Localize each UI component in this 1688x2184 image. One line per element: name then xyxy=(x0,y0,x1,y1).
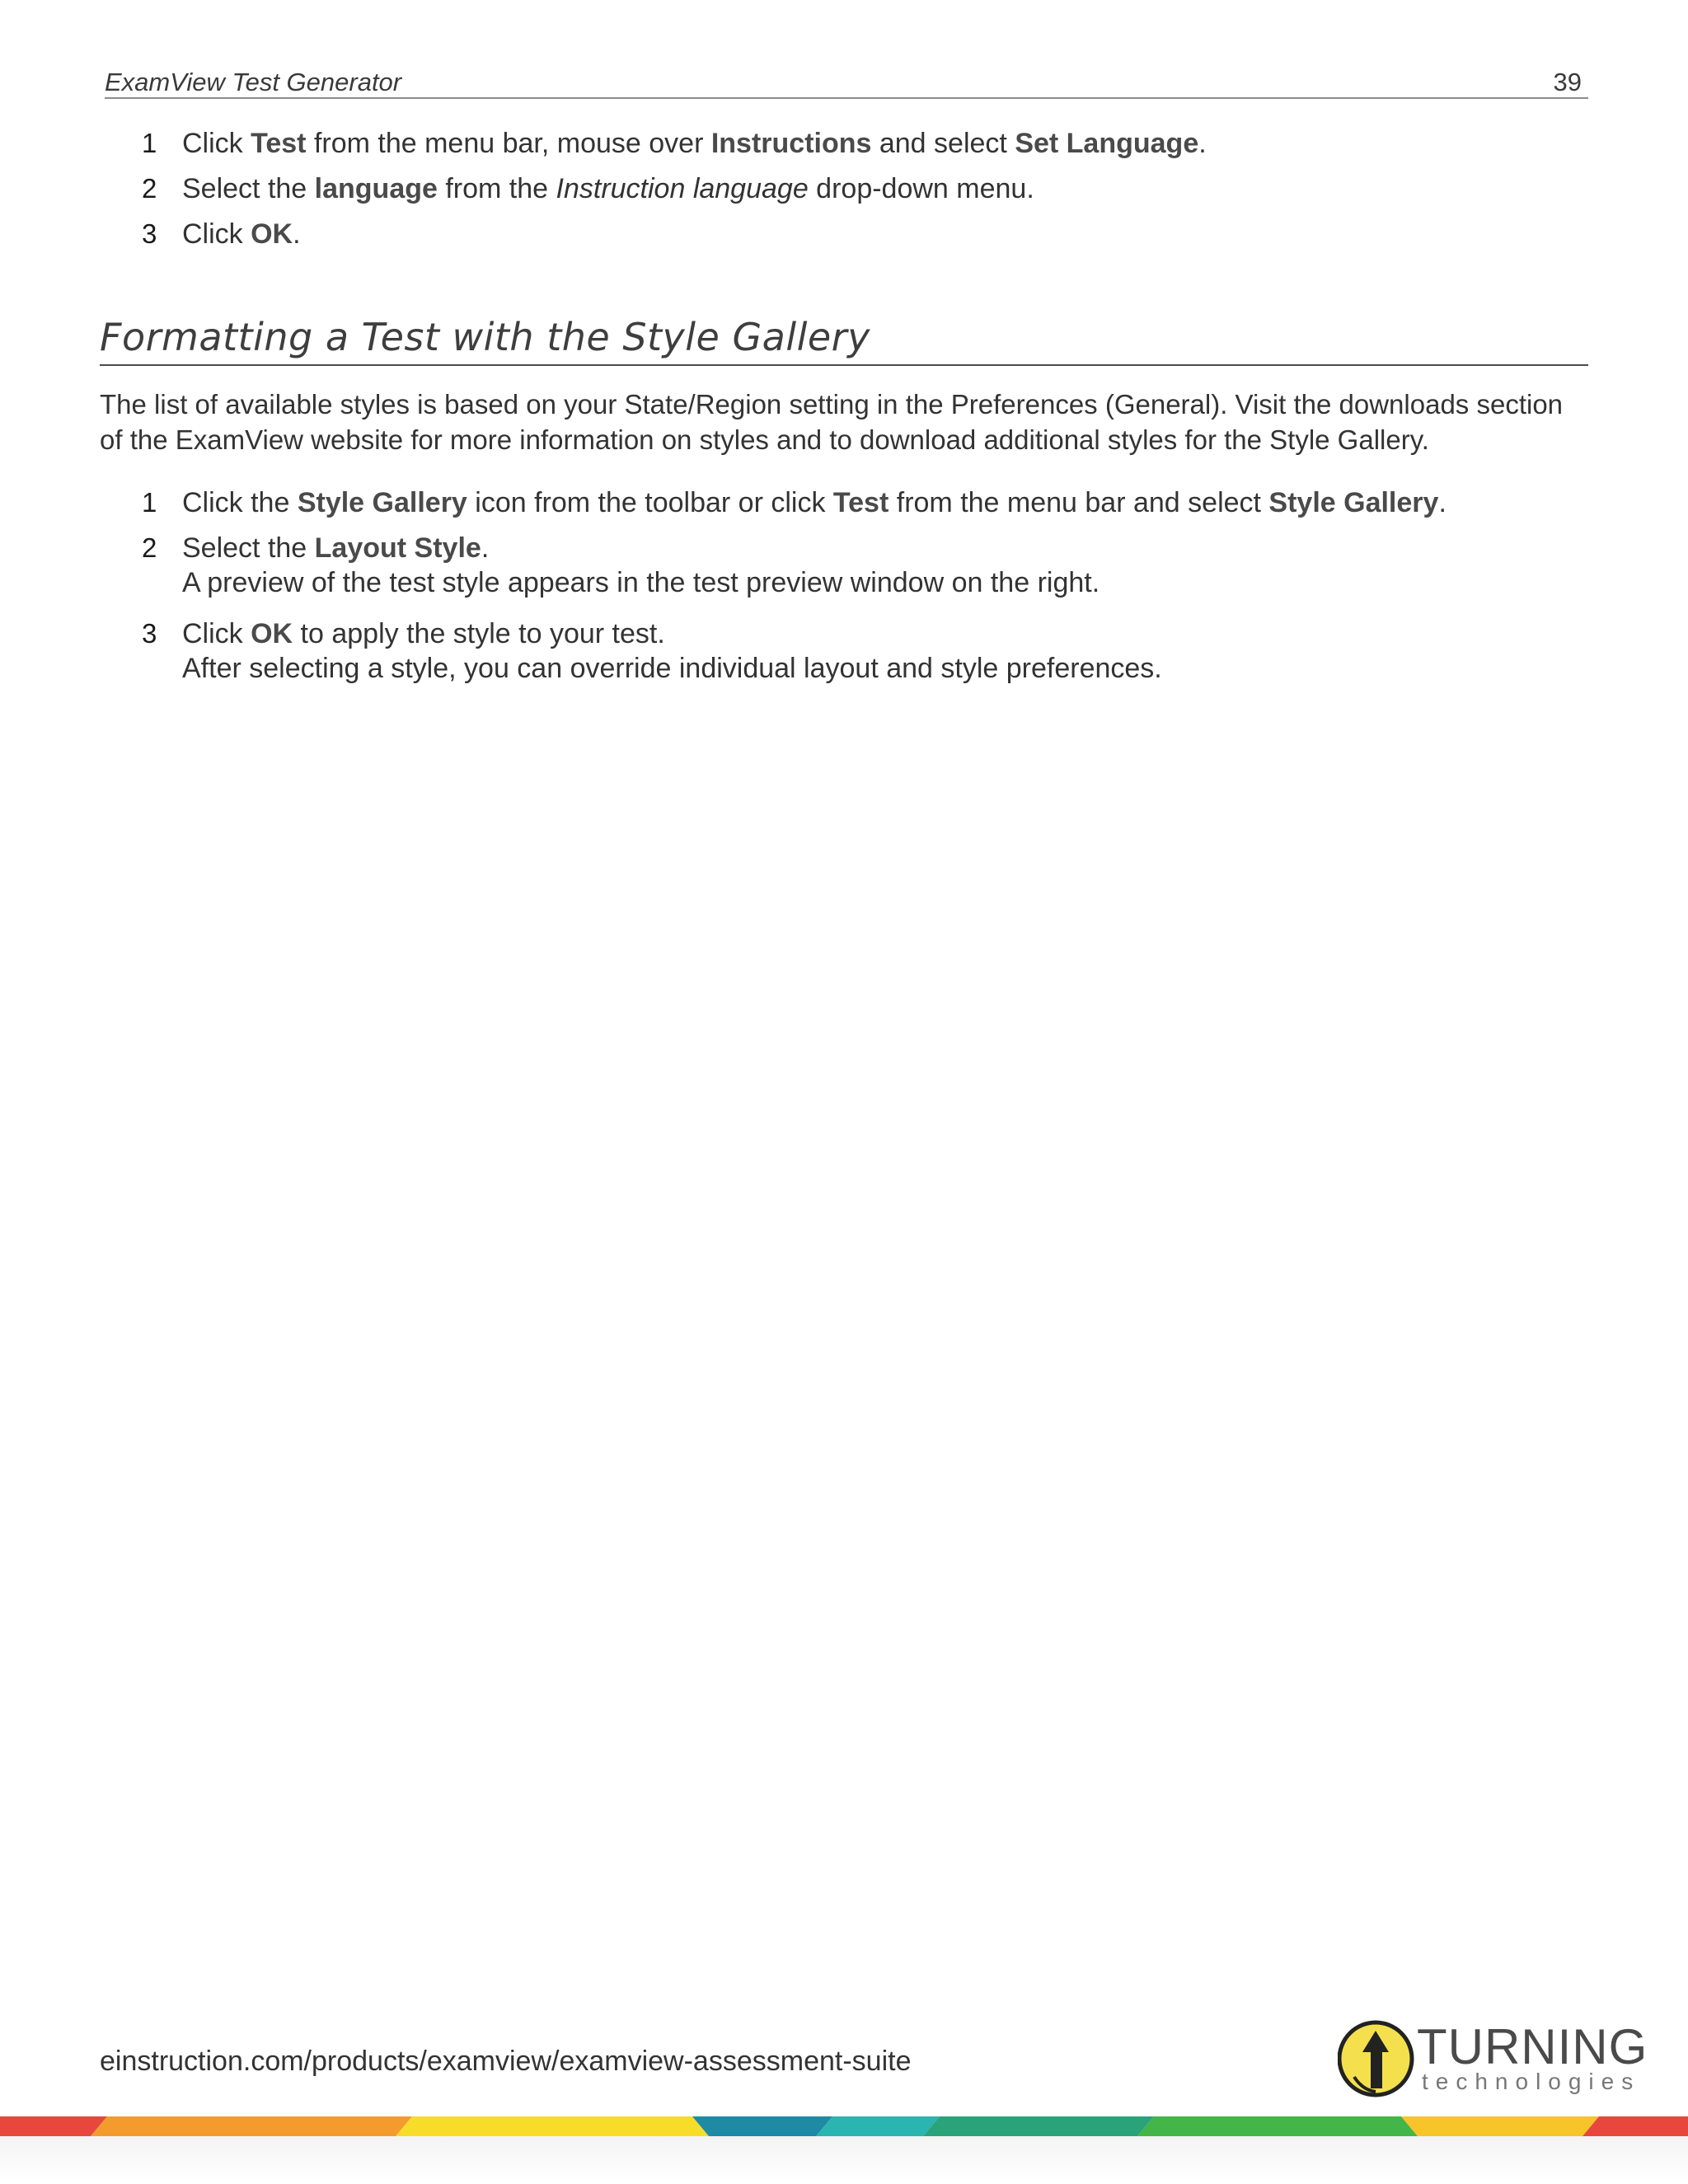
step-bold: Layout Style xyxy=(314,532,481,564)
style-step-2 xyxy=(142,531,1592,600)
language-step-3 xyxy=(142,217,1592,251)
step-text: . xyxy=(293,218,301,250)
step-text: Click xyxy=(182,128,251,159)
step-note: After selecting a style, you can override individual layout and style preferences. xyxy=(182,653,1162,684)
step-bold: language xyxy=(314,173,438,204)
step-bold: Set Language xyxy=(1015,128,1199,159)
step-text: from the xyxy=(437,173,556,204)
style-step-3 xyxy=(142,616,1592,686)
step-text: to apply the style to your test. xyxy=(293,618,665,649)
document-title: ExamView Test Generator xyxy=(105,68,402,96)
step-text: from the menu bar, mouse over xyxy=(306,128,711,159)
step-number: 2 xyxy=(142,532,157,563)
step-bold: Test xyxy=(832,487,889,518)
step-text: Click xyxy=(182,618,251,649)
style-step-1 xyxy=(142,485,1592,520)
page-header xyxy=(105,64,1588,99)
step-bold: Instructions xyxy=(710,128,872,159)
step-text: from the menu bar and select xyxy=(889,487,1269,518)
step-text: drop-down menu. xyxy=(808,173,1034,204)
turning-technologies-logo xyxy=(1338,2019,1648,2097)
step-bold: Test xyxy=(251,128,307,159)
footer-fade xyxy=(0,2136,1688,2184)
step-number: 1 xyxy=(142,128,157,158)
step-text: Select the xyxy=(182,173,315,204)
step-bold: Style Gallery xyxy=(297,487,467,518)
step-number: 2 xyxy=(142,173,157,204)
footer-color-stripe xyxy=(0,2116,1688,2136)
section-intro: The list of available styles is based on your State/Region setting in the Preferences (General). Visit the downloads section of the ExamView website for more information on styles and to download additional styles for the Style Gallery. xyxy=(100,389,1564,455)
page-number: 39 xyxy=(1553,68,1582,96)
logo-word: TURNING xyxy=(1417,2019,1648,2074)
step-text: Click xyxy=(182,218,251,250)
step-number: 1 xyxy=(142,487,157,518)
turning-arrow-icon xyxy=(1338,2019,1417,2098)
step-text: . xyxy=(481,532,490,564)
logo-subtitle: technologies xyxy=(1422,2069,1641,2094)
step-text: . xyxy=(1438,487,1447,518)
step-text: and select xyxy=(871,128,1015,159)
language-step-1 xyxy=(142,126,1592,161)
step-bold: OK xyxy=(251,218,293,250)
step-bold: Style Gallery xyxy=(1268,487,1439,518)
step-text: icon from the toolbar or click xyxy=(467,487,833,518)
step-bold: OK xyxy=(251,618,293,649)
step-text: . xyxy=(1198,128,1207,159)
step-number: 3 xyxy=(142,618,157,649)
language-step-2 xyxy=(142,171,1592,206)
step-text: Click the xyxy=(182,487,298,518)
step-italic: Instruction language xyxy=(556,173,809,204)
step-text: Select the xyxy=(182,532,315,564)
footer-url: einstruction.com/products/examview/examview-assessment-suite xyxy=(100,2046,912,2077)
step-note: A preview of the test style appears in the test preview window on the right. xyxy=(182,567,1100,598)
section-title: Formatting a Test with the Style Gallery xyxy=(100,315,1588,366)
step-number: 3 xyxy=(142,218,157,249)
